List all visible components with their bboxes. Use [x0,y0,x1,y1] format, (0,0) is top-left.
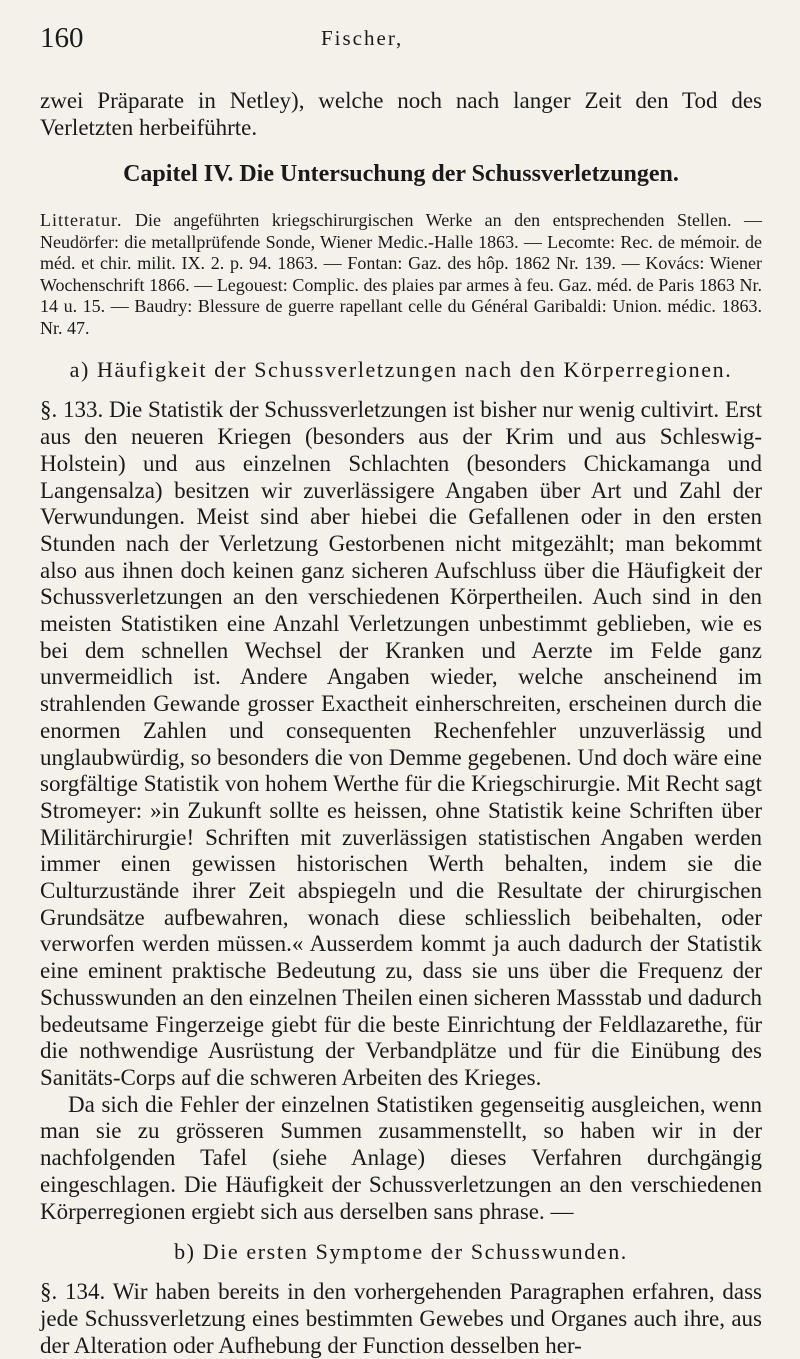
page-body [40,88,762,1359]
literature-label: Litteratur. [40,210,123,231]
section-b-paragraph-1: §. 134. Wir haben bereits in den vorhergehenden Paragraphen erfahren, dass jede Schussverletzung eines bestimmten Gewebes und Organes auch ihre, aus der Alteration oder Aufhebung der Function desselben her- [40,1279,762,1358]
section-a-paragraph-1: §. 133. Die Statistik der Schussverletzungen ist bisher nur wenig cultivirt. Erst aus den neueren Kriegen (besonders aus der Krim und aus Schleswig-Holstein) und aus einzelnen Schlachten (besonders Chickamanga und Langensalza) besitzen wir zuverlässigere Angaben über Art und Zahl der Verwundungen. Meist sind aber hiebei die Gefallenen oder in den ersten Stunden nach der Verletzung Gestorbenen nicht mitgezählt; man bekommt also aus ihnen doch keinen ganz sicheren Aufschluss über die Häufigkeit der Schussverletzungen an den verschiedenen Körpertheilen. Auch sind in den meisten Statistiken eine Anzahl Verletzungen unbestimmt geblieben, wie es bei dem schnellen Wechsel der Kranken und Aerzte im Felde ganz unvermeidlich ist. Andere Angaben wieder, welche anscheinend im strahlenden Gewande grosser Exactheit einherschreiten, erscheinen durch die enormen Zahlen und consequenten Rechenfehler unzuverlässig und unglaubwürdig, so besonders die von Demme gegebenen. Und doch wäre eine sorgfältige Statistik von hohem Werthe für die Kriegschirurgie. Mit Recht sagt Stromeyer: »in Zukunft sollte es heissen, ohne Statistik keine Schriften über Militärchirurgie! Schriften mit zuverlässigen statistischen Angaben werden immer einen gewissen historischen Werth behalten, indem sie die Culturzustände ihrer Zeit abspiegeln und die Resultate der chirurgischen Grundsätze aufbewahren, wonach diese schliesslich beibehalten, oder verworfen werden müssen.« Ausserdem kommt ja auch dadurch der Statistik eine eminent praktische Bedeutung zu, dass sie uns über die Frequenz der Schusswunden an den einzelnen Theilen einen sicheren Massstab und dadurch bedeutsame Fingerzeige giebt für die beste Einrichtung der Feldlazarethe, für die nothwendige Ausrüstung der Verbandplätze und für die Einübung des Sanitäts-Corps auf die schweren Arbeiten des Krieges. [40,397,762,1090]
literature-text: Die angeführten kriegschirurgischen Werke an den entsprechenden Stellen. — Neudörfer: die metallprüfende Sonde, Wiener Medic.-Halle 1863. — Lecomte: Rec. de mémoir. de méd. et chir. milit. IX. 2. p. 94. 1863. — Fontan: Gaz. des hôp. 1862 Nr. 139. — Kovács: Wiener Wochenschrift 1866. — Legouest: Complic. des plaies par armes à feu. Gaz. méd. de Paris 1863 Nr. 14 u. 15. — Baudry: Blessure de guerre rapellant celle du Général Garibaldi: Union. médic. 1863. Nr. 47. [40,210,763,338]
section-a-heading: a) Häufigkeit der Schussverletzungen nach den Körperregionen. [69,357,733,383]
intro-paragraph: zwei Präparate in Netley), welche noch nach langer Zeit den Tod des Verletzten herbeiführte. [40,88,762,140]
literature-block [40,210,762,339]
section-a-paragraph-2: Da sich die Fehler der einzelnen Statistiken gegenseitig ausgleichen, wenn man sie zu grösseren Summen zusammenstellt, so haben wir in der nachfolgenden Tafel (siehe Anlage) dieses Verfahren durchgängig eingeschlagen. Die Häufigkeit der Schussverletzungen an den verschiedenen Körperregionen ergiebt sich aus derselben sans phrase. — [40,1091,762,1224]
chapter-heading: Capitel IV. Die Untersuchung der Schussverletzungen. [123,161,679,188]
running-title: Fischer, [321,26,404,50]
running-head [40,22,760,58]
page-number: 160 [40,22,84,54]
section-b-heading: b) Die ersten Symptome der Schusswunden. [174,1239,628,1265]
